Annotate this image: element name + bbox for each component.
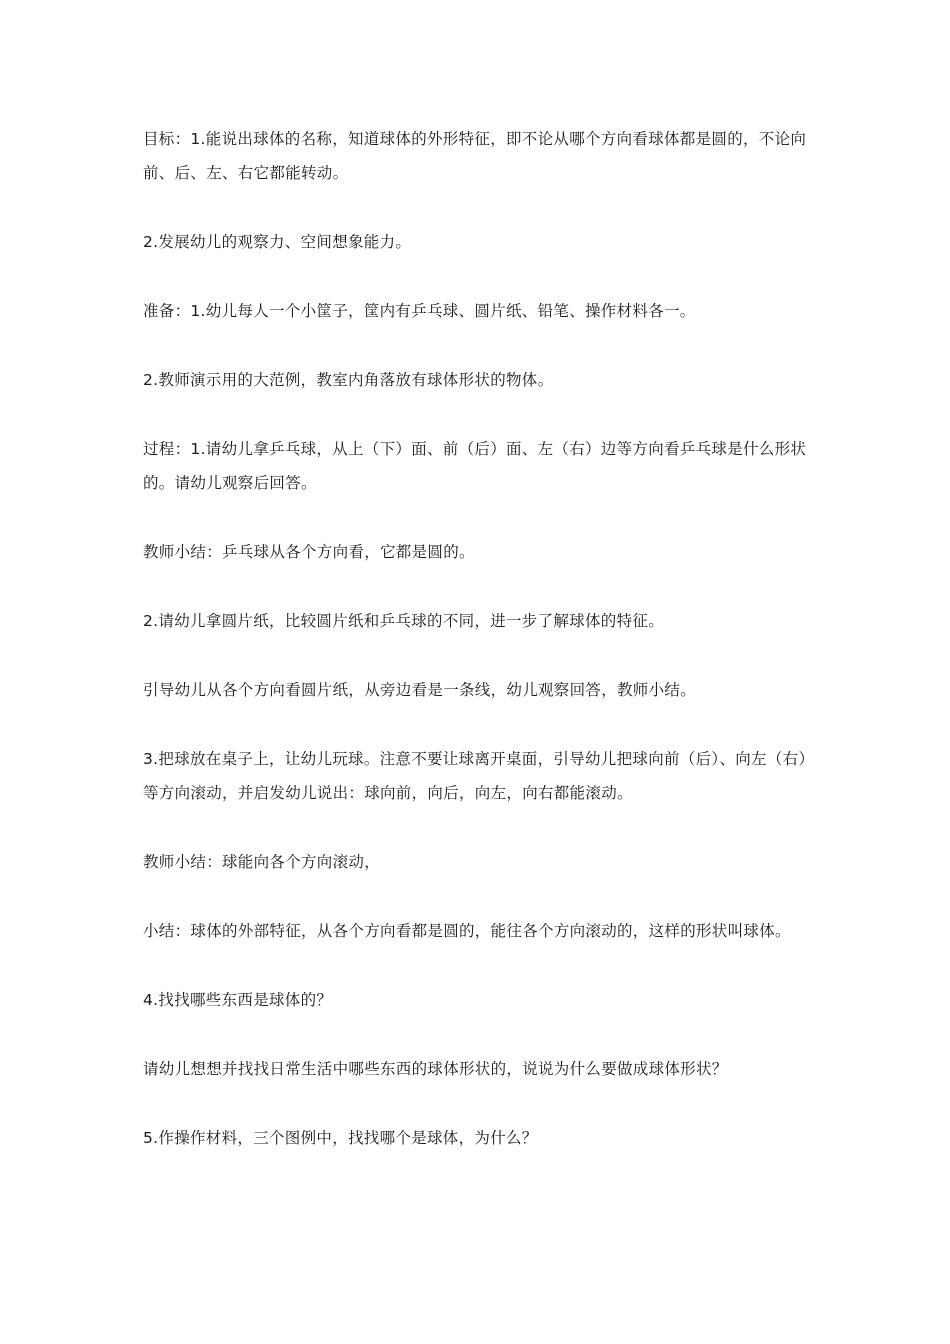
paragraph-teacher-summary-1: 教师小结：乒乓球从各个方向看，它都是圆的。 bbox=[143, 543, 475, 561]
paragraph-teacher-summary-2: 教师小结：球能向各个方向滚动， bbox=[143, 853, 381, 871]
document-body bbox=[143, 122, 808, 1190]
paragraph-process-2: 2.请幼儿拿圆片纸，比较圆片纸和乒乓球的不同，进一步了解球体的特征。 bbox=[143, 612, 664, 630]
paragraph-goal-2: 2.发展幼儿的观察力、空间想象能力。 bbox=[143, 233, 412, 251]
paragraph-prep-1: 准备：1.幼儿每人一个小筐子，筐内有乒乓球、圆片纸、铅笔、操作材料各一。 bbox=[143, 302, 696, 320]
paragraph-summary: 小结：球体的外部特征，从各个方向看都是圆的，能往各个方向滚动的，这样的形状叫球体。 bbox=[143, 922, 791, 940]
paragraph-process-4: 4.找找哪些东西是球体的？ bbox=[143, 991, 333, 1009]
paragraph-goal-1: 目标：1.能说出球体的名称，知道球体的外形特征，即不论从哪个方向看球体都是圆的，不论向前、后、左、右它都能转动。 bbox=[143, 130, 807, 182]
paragraph-process-1: 过程：1.请幼儿拿乒乓球，从上（下）面、前（后）面、左（右）边等方向看乒乓球是什么形状的。请幼儿观察后回答。 bbox=[143, 440, 807, 492]
paragraph-guide: 引导幼儿从各个方向看圆片纸，从旁边看是一条线，幼儿观察回答，教师小结。 bbox=[143, 681, 697, 699]
paragraph-prep-2: 2.教师演示用的大范例，教室内角落放有球体形状的物体。 bbox=[143, 371, 554, 389]
paragraph-daily-life: 请幼儿想想并找找日常生活中哪些东西的球体形状的，说说为什么要做成球体形状？ bbox=[143, 1060, 728, 1078]
paragraph-process-5: 5.作操作材料，三个图例中，找找哪个是球体，为什么？ bbox=[143, 1129, 538, 1147]
paragraph-process-3: 3.把球放在桌子上，让幼儿玩球。注意不要让球离开桌面，引导幼儿把球向前（后）、向左（右）等方向滚动，并启发幼儿说出：球向前，向后，向左，向右都能滚动。 bbox=[143, 750, 807, 802]
